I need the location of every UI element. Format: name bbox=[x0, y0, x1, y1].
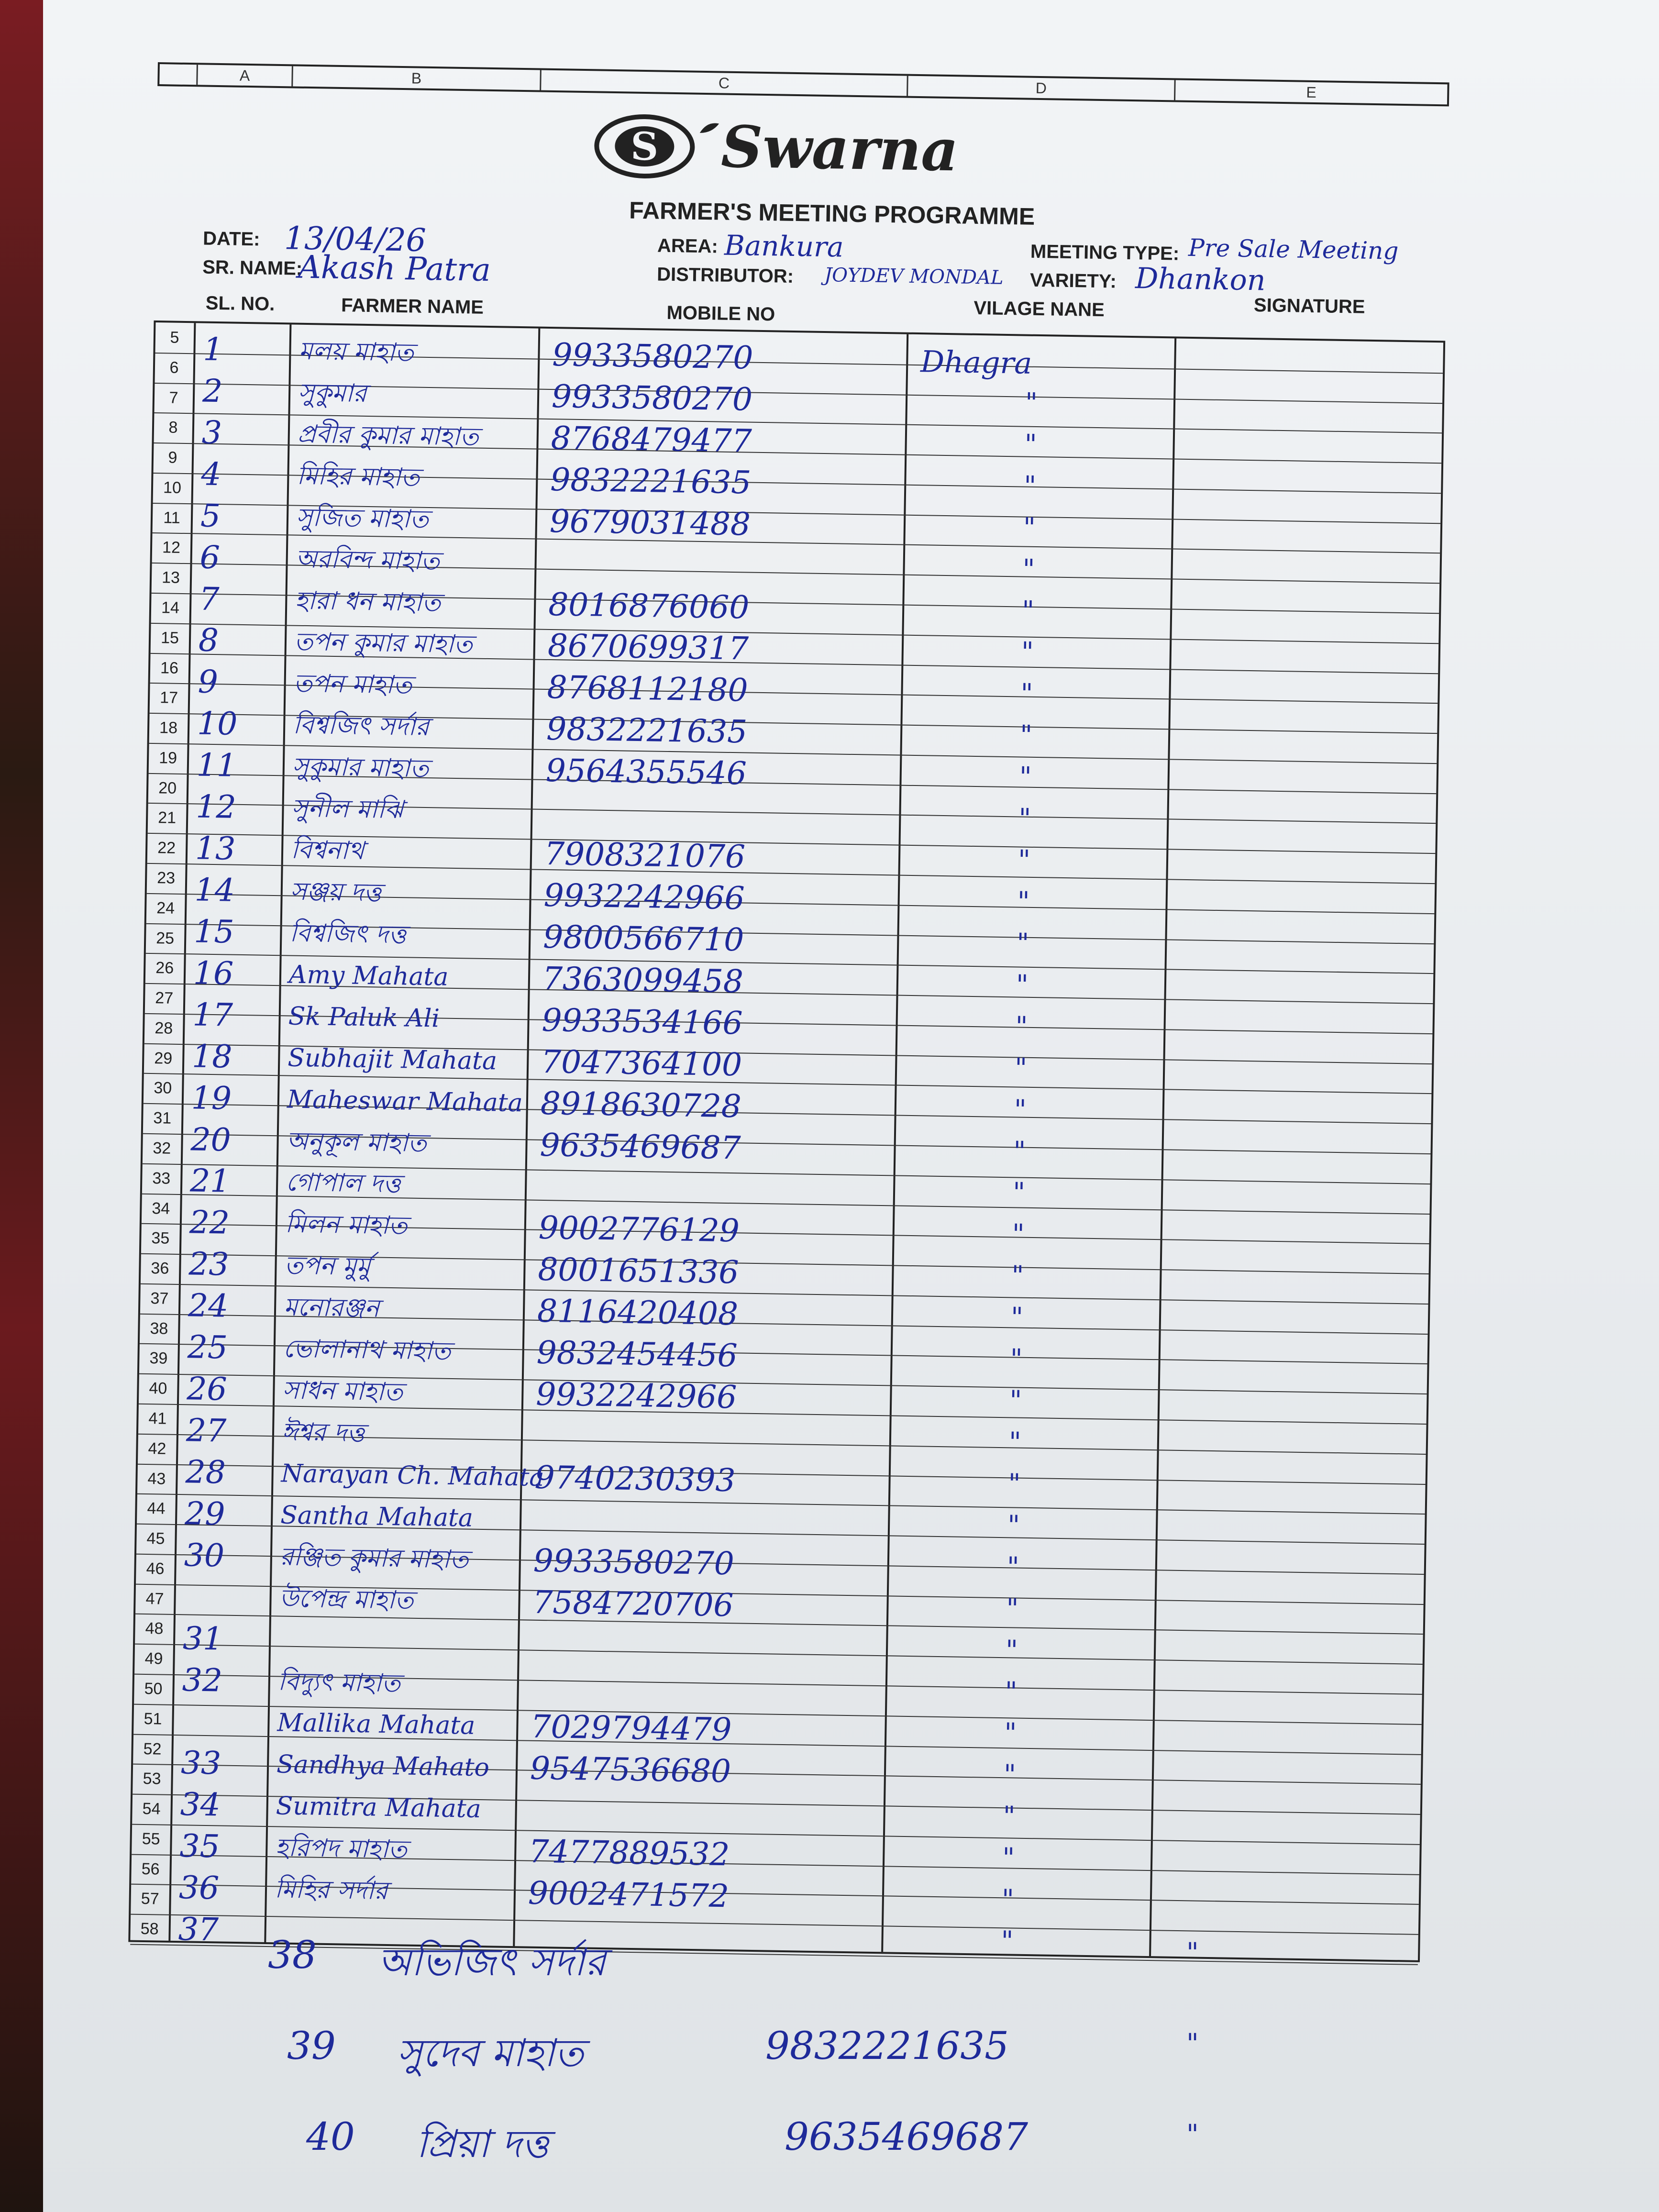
date-label: DATE: bbox=[202, 228, 260, 250]
row-number: 18 bbox=[159, 719, 178, 737]
row-number: 34 bbox=[152, 1199, 170, 1218]
entry-farmer-name: ঈশ্বর দত্ত bbox=[281, 1417, 365, 1448]
village-ditto-mark: " bbox=[1011, 1260, 1024, 1292]
entry-serial: 30 bbox=[184, 1537, 225, 1574]
entry-serial: 40 bbox=[306, 2114, 355, 2159]
row-number: 5 bbox=[170, 328, 179, 347]
sr-name-label: SR. NAME: bbox=[202, 256, 303, 279]
row-number: 10 bbox=[163, 478, 182, 497]
entry-mobile-no: 9832221635 bbox=[765, 2024, 1009, 2068]
grid-line bbox=[1149, 338, 1176, 1956]
village-ditto-mark: " bbox=[1022, 553, 1035, 585]
village-ditto-mark: " bbox=[1005, 1676, 1018, 1708]
entry-mobile-no: 8670699317 bbox=[547, 627, 749, 667]
entry-farmer-name: Subhajit Mahata bbox=[287, 1043, 498, 1076]
village-ditto-mark: " bbox=[1013, 1136, 1026, 1167]
swarna-logo bbox=[586, 102, 1018, 205]
village-ditto-mark: " bbox=[1004, 1717, 1017, 1749]
entry-mobile-no: 9933580270 bbox=[551, 378, 753, 418]
village-ditto-mark: " bbox=[1021, 636, 1034, 668]
entry-mobile-no: 9800566710 bbox=[542, 918, 744, 959]
grid-line bbox=[881, 334, 908, 1952]
meeting-form bbox=[128, 62, 1449, 1962]
village-ditto-mark: " bbox=[1003, 1801, 1016, 1832]
entry-serial: 27 bbox=[186, 1412, 227, 1449]
row-number: 17 bbox=[159, 688, 178, 707]
entry-serial: 15 bbox=[193, 913, 235, 951]
entries-table bbox=[128, 321, 1445, 1962]
entry-serial: 2 bbox=[202, 372, 223, 410]
entry-serial: 25 bbox=[187, 1328, 228, 1366]
village-ditto-mark: " bbox=[1020, 678, 1033, 709]
row-number: 25 bbox=[156, 929, 175, 948]
entry-farmer-name: সঞ্জয় দত্ত bbox=[290, 877, 382, 907]
row-number: 54 bbox=[142, 1799, 161, 1818]
entry-farmer-name: সাধন মাহাত bbox=[282, 1376, 403, 1407]
entry-farmer-name: Mallika Mahata bbox=[277, 1708, 476, 1740]
entry-serial: 17 bbox=[192, 996, 233, 1034]
entry-serial: 16 bbox=[193, 954, 234, 992]
row-number: 57 bbox=[141, 1889, 159, 1908]
entry-serial: 26 bbox=[186, 1370, 228, 1408]
entry-farmer-name: Sk Paluk Ali bbox=[288, 1002, 440, 1033]
entry-village: Dhagra bbox=[920, 344, 1032, 381]
row-number: 50 bbox=[144, 1679, 163, 1698]
entry-mobile-no: 9002471572 bbox=[528, 1874, 730, 1915]
entry-farmer-name: প্রবীর কুমার মাহাত bbox=[297, 420, 479, 452]
programme-title: FARMER'S MEETING PROGRAMME bbox=[629, 197, 1035, 230]
entry-mobile-no: 9933534166 bbox=[542, 1001, 743, 1042]
entry-farmer-name: তপন কুমার মাহাত bbox=[294, 627, 473, 659]
entry-serial: 38 bbox=[268, 1933, 317, 1977]
entry-mobile-no: 7908321076 bbox=[544, 835, 746, 875]
row-number: 40 bbox=[149, 1379, 167, 1398]
entry-serial: 33 bbox=[180, 1744, 221, 1782]
entry-mobile-no: 8116420408 bbox=[537, 1292, 739, 1333]
entry-mobile-no: 8768479477 bbox=[551, 420, 752, 460]
entry-farmer-name: মিলন মাহাত bbox=[285, 1209, 408, 1240]
row-number: 41 bbox=[148, 1409, 167, 1428]
row-number: 9 bbox=[168, 448, 177, 467]
entry-farmer-name: তপন মুর্মু bbox=[284, 1251, 371, 1282]
village-ditto-mark: " bbox=[1003, 1759, 1017, 1791]
entry-mobile-no: 9832221635 bbox=[550, 461, 752, 501]
village-ditto-mark: " bbox=[1021, 595, 1035, 627]
entry-serial: 13 bbox=[195, 830, 236, 867]
entry-mobile-no: 8001651336 bbox=[537, 1250, 739, 1291]
entry-farmer-name: মিহির সর্দার bbox=[274, 1875, 388, 1906]
row-number: 46 bbox=[146, 1559, 165, 1578]
brand-text: Swarna bbox=[720, 113, 959, 185]
row-number: 8 bbox=[168, 418, 178, 437]
village-ditto-mark: " bbox=[1006, 1551, 1020, 1583]
column-letter-c: C bbox=[541, 70, 908, 96]
village-ditto-mark: " bbox=[1023, 470, 1037, 502]
entry-serial: 7 bbox=[199, 580, 220, 618]
row-number: 49 bbox=[144, 1649, 163, 1668]
entry-farmer-name: হারা ধন মাহাত bbox=[294, 586, 441, 618]
village-ditto-mark: " bbox=[1017, 886, 1030, 918]
village-ditto-mark: " bbox=[1001, 1925, 1014, 1957]
row-number: 39 bbox=[149, 1349, 168, 1368]
row-number: 43 bbox=[147, 1470, 166, 1488]
entry-serial: 24 bbox=[188, 1287, 229, 1325]
row-number: 52 bbox=[143, 1739, 162, 1759]
header-farmer-name: FARMER NAME bbox=[341, 295, 484, 318]
entry-serial: 36 bbox=[178, 1869, 220, 1907]
entry-farmer-name: বিশ্বজিৎ সর্দার bbox=[292, 710, 430, 742]
village-ditto-mark: " bbox=[1186, 2119, 1199, 2150]
entry-serial: 12 bbox=[195, 788, 237, 826]
entry-serial: 8 bbox=[198, 621, 219, 659]
entry-farmer-name: অভিজিৎ সর্দার bbox=[378, 1940, 606, 1984]
village-ditto-mark: " bbox=[1019, 719, 1033, 751]
row-number: 29 bbox=[154, 1049, 173, 1068]
area-value: Bankura bbox=[724, 229, 844, 264]
entry-farmer-name: সুনীল মাঝি bbox=[291, 794, 404, 825]
entry-serial: 23 bbox=[188, 1245, 230, 1283]
entry-farmer-name: মিহির মাহাত bbox=[296, 461, 420, 492]
entry-farmer-name: ভোলানাথ মাহাত bbox=[283, 1334, 451, 1366]
entry-mobile-no: 9933580270 bbox=[552, 336, 753, 376]
column-letter-b: B bbox=[293, 66, 541, 90]
row-number: 53 bbox=[143, 1769, 161, 1788]
area-label: AREA: bbox=[657, 235, 719, 257]
entry-serial: 32 bbox=[182, 1661, 223, 1699]
row-number: 14 bbox=[161, 598, 180, 617]
row-number: 23 bbox=[156, 869, 176, 887]
entry-farmer-name: রঞ্জিত কুমার মাহাত bbox=[279, 1542, 469, 1574]
row-number: 47 bbox=[145, 1590, 164, 1608]
column-letter-a: A bbox=[198, 65, 293, 86]
village-ditto-mark: " bbox=[1014, 1094, 1027, 1126]
entry-farmer-name: মনোরঞ্জন bbox=[283, 1293, 380, 1323]
row-number: 45 bbox=[146, 1529, 165, 1548]
entry-mobile-no: 7029794479 bbox=[530, 1708, 732, 1748]
entry-serial: 35 bbox=[179, 1827, 221, 1865]
village-ditto-mark: " bbox=[1001, 1884, 1015, 1915]
entry-farmer-name: Narayan Ch. Mahata bbox=[281, 1459, 544, 1493]
date-value: 13/04/26 bbox=[284, 220, 427, 259]
row-number: 48 bbox=[145, 1619, 164, 1638]
row-number: 21 bbox=[157, 808, 177, 827]
row-number: 55 bbox=[142, 1829, 160, 1848]
entry-mobile-no: 7584720706 bbox=[532, 1583, 734, 1624]
village-ditto-mark: " bbox=[1010, 1343, 1023, 1375]
sr-name-value: Akash Patra bbox=[298, 248, 491, 288]
entry-serial: 18 bbox=[191, 1038, 232, 1075]
column-letter-e: E bbox=[1306, 83, 1317, 101]
entry-farmer-name: Amy Mahata bbox=[288, 960, 449, 992]
entry-mobile-no: 9932242966 bbox=[543, 876, 745, 917]
entry-serial: 5 bbox=[200, 497, 221, 535]
entry-farmer-name: তপন মাহাত bbox=[293, 669, 412, 700]
entry-serial: 29 bbox=[184, 1495, 225, 1533]
row-number: 15 bbox=[160, 629, 179, 647]
corner-cell bbox=[159, 64, 198, 85]
header-sl-no: SL. NO. bbox=[205, 292, 275, 315]
village-ditto-mark: " bbox=[1186, 2028, 1199, 2059]
entry-farmer-name: Sumitra Mahata bbox=[276, 1792, 482, 1824]
entry-farmer-name: সুকুমার bbox=[298, 378, 367, 408]
village-ditto-mark: " bbox=[1008, 1468, 1021, 1500]
entry-farmer-name: Sandhya Mahato bbox=[276, 1750, 490, 1782]
entry-serial: 10 bbox=[197, 705, 238, 742]
entry-serial: 6 bbox=[199, 539, 221, 576]
entry-mobile-no: 8918630728 bbox=[540, 1084, 742, 1125]
entry-serial: 1 bbox=[202, 331, 224, 368]
entry-serial: 9 bbox=[198, 663, 219, 701]
row-number: 35 bbox=[151, 1229, 170, 1248]
entry-farmer-name: উপেন্দ্র মাহাত bbox=[279, 1584, 414, 1615]
entry-mobile-no: 7363099458 bbox=[542, 960, 744, 1000]
entry-serial: 37 bbox=[178, 1911, 219, 1948]
entry-mobile-no: 9002776129 bbox=[538, 1209, 740, 1250]
village-ditto-mark: " bbox=[1015, 1011, 1028, 1042]
entry-farmer-name: হরিপদ মাহাত bbox=[275, 1833, 408, 1864]
village-ditto-mark: " bbox=[1018, 844, 1031, 876]
entry-serial: 11 bbox=[196, 746, 237, 784]
entry-mobile-no: 9832454456 bbox=[536, 1334, 738, 1374]
row-number: 42 bbox=[148, 1439, 166, 1458]
entry-farmer-name: বিশ্বনাথ bbox=[290, 835, 365, 865]
village-ditto-mark: " bbox=[1008, 1427, 1022, 1458]
row-number: 31 bbox=[153, 1109, 172, 1128]
entry-mobile-no: 9679031488 bbox=[549, 502, 751, 543]
meeting-type-label: MEETING TYPE: bbox=[1030, 241, 1180, 265]
entry-serial: 4 bbox=[200, 455, 222, 493]
village-ditto-mark: " bbox=[1012, 1218, 1025, 1250]
row-number: 20 bbox=[158, 779, 177, 797]
entry-mobile-no: 9740230393 bbox=[534, 1459, 736, 1499]
entry-farmer-name: সুদেব মাহাত bbox=[397, 2031, 584, 2075]
village-ditto-mark: " bbox=[1009, 1385, 1022, 1416]
village-ditto-mark: " bbox=[1002, 1842, 1015, 1874]
row-number: 26 bbox=[155, 959, 174, 977]
village-ditto-mark: " bbox=[1005, 1635, 1018, 1666]
entry-serial: 14 bbox=[194, 871, 235, 909]
grid-row-line bbox=[131, 1914, 1418, 1935]
row-number: 11 bbox=[163, 509, 180, 527]
village-ditto-mark: " bbox=[1023, 512, 1036, 543]
village-ditto-mark: " bbox=[1186, 1937, 1199, 1969]
entry-mobile-no: 7047364100 bbox=[541, 1043, 742, 1084]
entry-mobile-no: 9564355546 bbox=[545, 752, 747, 792]
entry-farmer-name: গোপাল দত্ত bbox=[285, 1168, 401, 1199]
row-number: 6 bbox=[169, 358, 179, 377]
row-number: 22 bbox=[157, 839, 176, 857]
row-number: 58 bbox=[140, 1919, 159, 1938]
entry-serial: 3 bbox=[201, 414, 222, 452]
entry-mobile-no: 9933580270 bbox=[533, 1542, 735, 1582]
row-number: 44 bbox=[147, 1499, 166, 1518]
row-number: 24 bbox=[156, 899, 175, 918]
variety-value: Dhankon bbox=[1135, 262, 1266, 298]
entry-farmer-name: বিশ্বজিৎ দত্ত bbox=[289, 918, 407, 950]
entry-serial: 20 bbox=[190, 1121, 232, 1159]
entry-mobile-no: 8016876060 bbox=[548, 586, 750, 626]
entry-farmer-name: বিদ্যুৎ মাহাত bbox=[277, 1667, 401, 1698]
entry-mobile-no: 9635469687 bbox=[785, 2114, 1028, 2159]
village-ditto-mark: " bbox=[1025, 387, 1038, 419]
entry-farmer-name: সুজিত মাহাত bbox=[296, 503, 429, 534]
entry-mobile-no: 9547536680 bbox=[530, 1749, 731, 1790]
village-ditto-mark: " bbox=[1010, 1302, 1024, 1333]
distributor-value: JOYDEV MONDAL bbox=[824, 264, 1004, 289]
village-ditto-mark: " bbox=[1016, 969, 1029, 1001]
entry-serial: 19 bbox=[191, 1079, 232, 1117]
entry-farmer-name: মলয় মাহাত bbox=[299, 336, 414, 367]
row-number: 38 bbox=[150, 1319, 168, 1338]
village-ditto-mark: " bbox=[1024, 429, 1037, 460]
entry-mobile-no: 9635469687 bbox=[539, 1126, 741, 1167]
entry-serial: 34 bbox=[180, 1786, 221, 1824]
entry-serial: 21 bbox=[189, 1162, 231, 1200]
row-number: 56 bbox=[141, 1859, 160, 1879]
row-number: 19 bbox=[158, 749, 177, 767]
header-village: VILAGE NANE bbox=[973, 297, 1105, 321]
entry-farmer-name: প্রিয়া দত্ত bbox=[416, 2122, 549, 2166]
village-ditto-mark: " bbox=[1018, 803, 1031, 834]
entry-mobile-no: 9832221635 bbox=[546, 710, 748, 751]
column-letter-d: D bbox=[908, 76, 1175, 100]
entry-farmer-name: অরবিন্দ মাহাত bbox=[295, 544, 440, 576]
distributor-label: DISTRIBUTOR: bbox=[656, 264, 794, 287]
row-number: 37 bbox=[150, 1289, 169, 1308]
village-ditto-mark: " bbox=[1007, 1510, 1020, 1541]
entry-serial: 28 bbox=[185, 1453, 226, 1491]
entry-mobile-no: 7477889532 bbox=[528, 1833, 730, 1873]
row-number: 16 bbox=[160, 659, 179, 677]
entry-serial: 31 bbox=[182, 1620, 223, 1658]
row-number: 12 bbox=[162, 538, 181, 557]
variety-label: VARIETY: bbox=[1029, 269, 1117, 292]
entry-farmer-name: Maheswar Mahata bbox=[287, 1085, 523, 1118]
row-number: 32 bbox=[153, 1139, 171, 1158]
row-number: 13 bbox=[161, 568, 180, 587]
row-number: 51 bbox=[144, 1709, 162, 1728]
row-number: 33 bbox=[152, 1169, 171, 1188]
entry-farmer-name: অনুকূল মাহাত bbox=[286, 1127, 427, 1158]
row-number: 28 bbox=[155, 1019, 173, 1038]
header-signature: SIGNATURE bbox=[1253, 295, 1365, 318]
entry-serial: 22 bbox=[189, 1204, 230, 1241]
entry-farmer-name: সুকুমার মাহাত bbox=[292, 752, 429, 784]
header-mobile-no: MOBILE NO bbox=[666, 302, 775, 325]
village-ditto-mark: " bbox=[1006, 1593, 1019, 1625]
village-ditto-mark: " bbox=[1012, 1177, 1026, 1208]
row-number: 7 bbox=[169, 388, 178, 407]
entry-farmer-name: Santha Mahata bbox=[280, 1501, 474, 1533]
meeting-type-value: Pre Sale Meeting bbox=[1188, 233, 1399, 265]
row-number: 27 bbox=[155, 989, 174, 1007]
entry-serial: 39 bbox=[287, 2024, 336, 2068]
entry-mobile-no: 9932242966 bbox=[535, 1375, 737, 1416]
entry-mobile-no: 8768112180 bbox=[546, 668, 749, 709]
svg-text:S: S bbox=[630, 123, 659, 169]
row-number: 36 bbox=[151, 1259, 169, 1278]
village-ditto-mark: " bbox=[1019, 761, 1032, 793]
row-number: 30 bbox=[154, 1079, 172, 1097]
village-ditto-mark: " bbox=[1014, 1052, 1028, 1084]
village-ditto-mark: " bbox=[1016, 928, 1029, 959]
